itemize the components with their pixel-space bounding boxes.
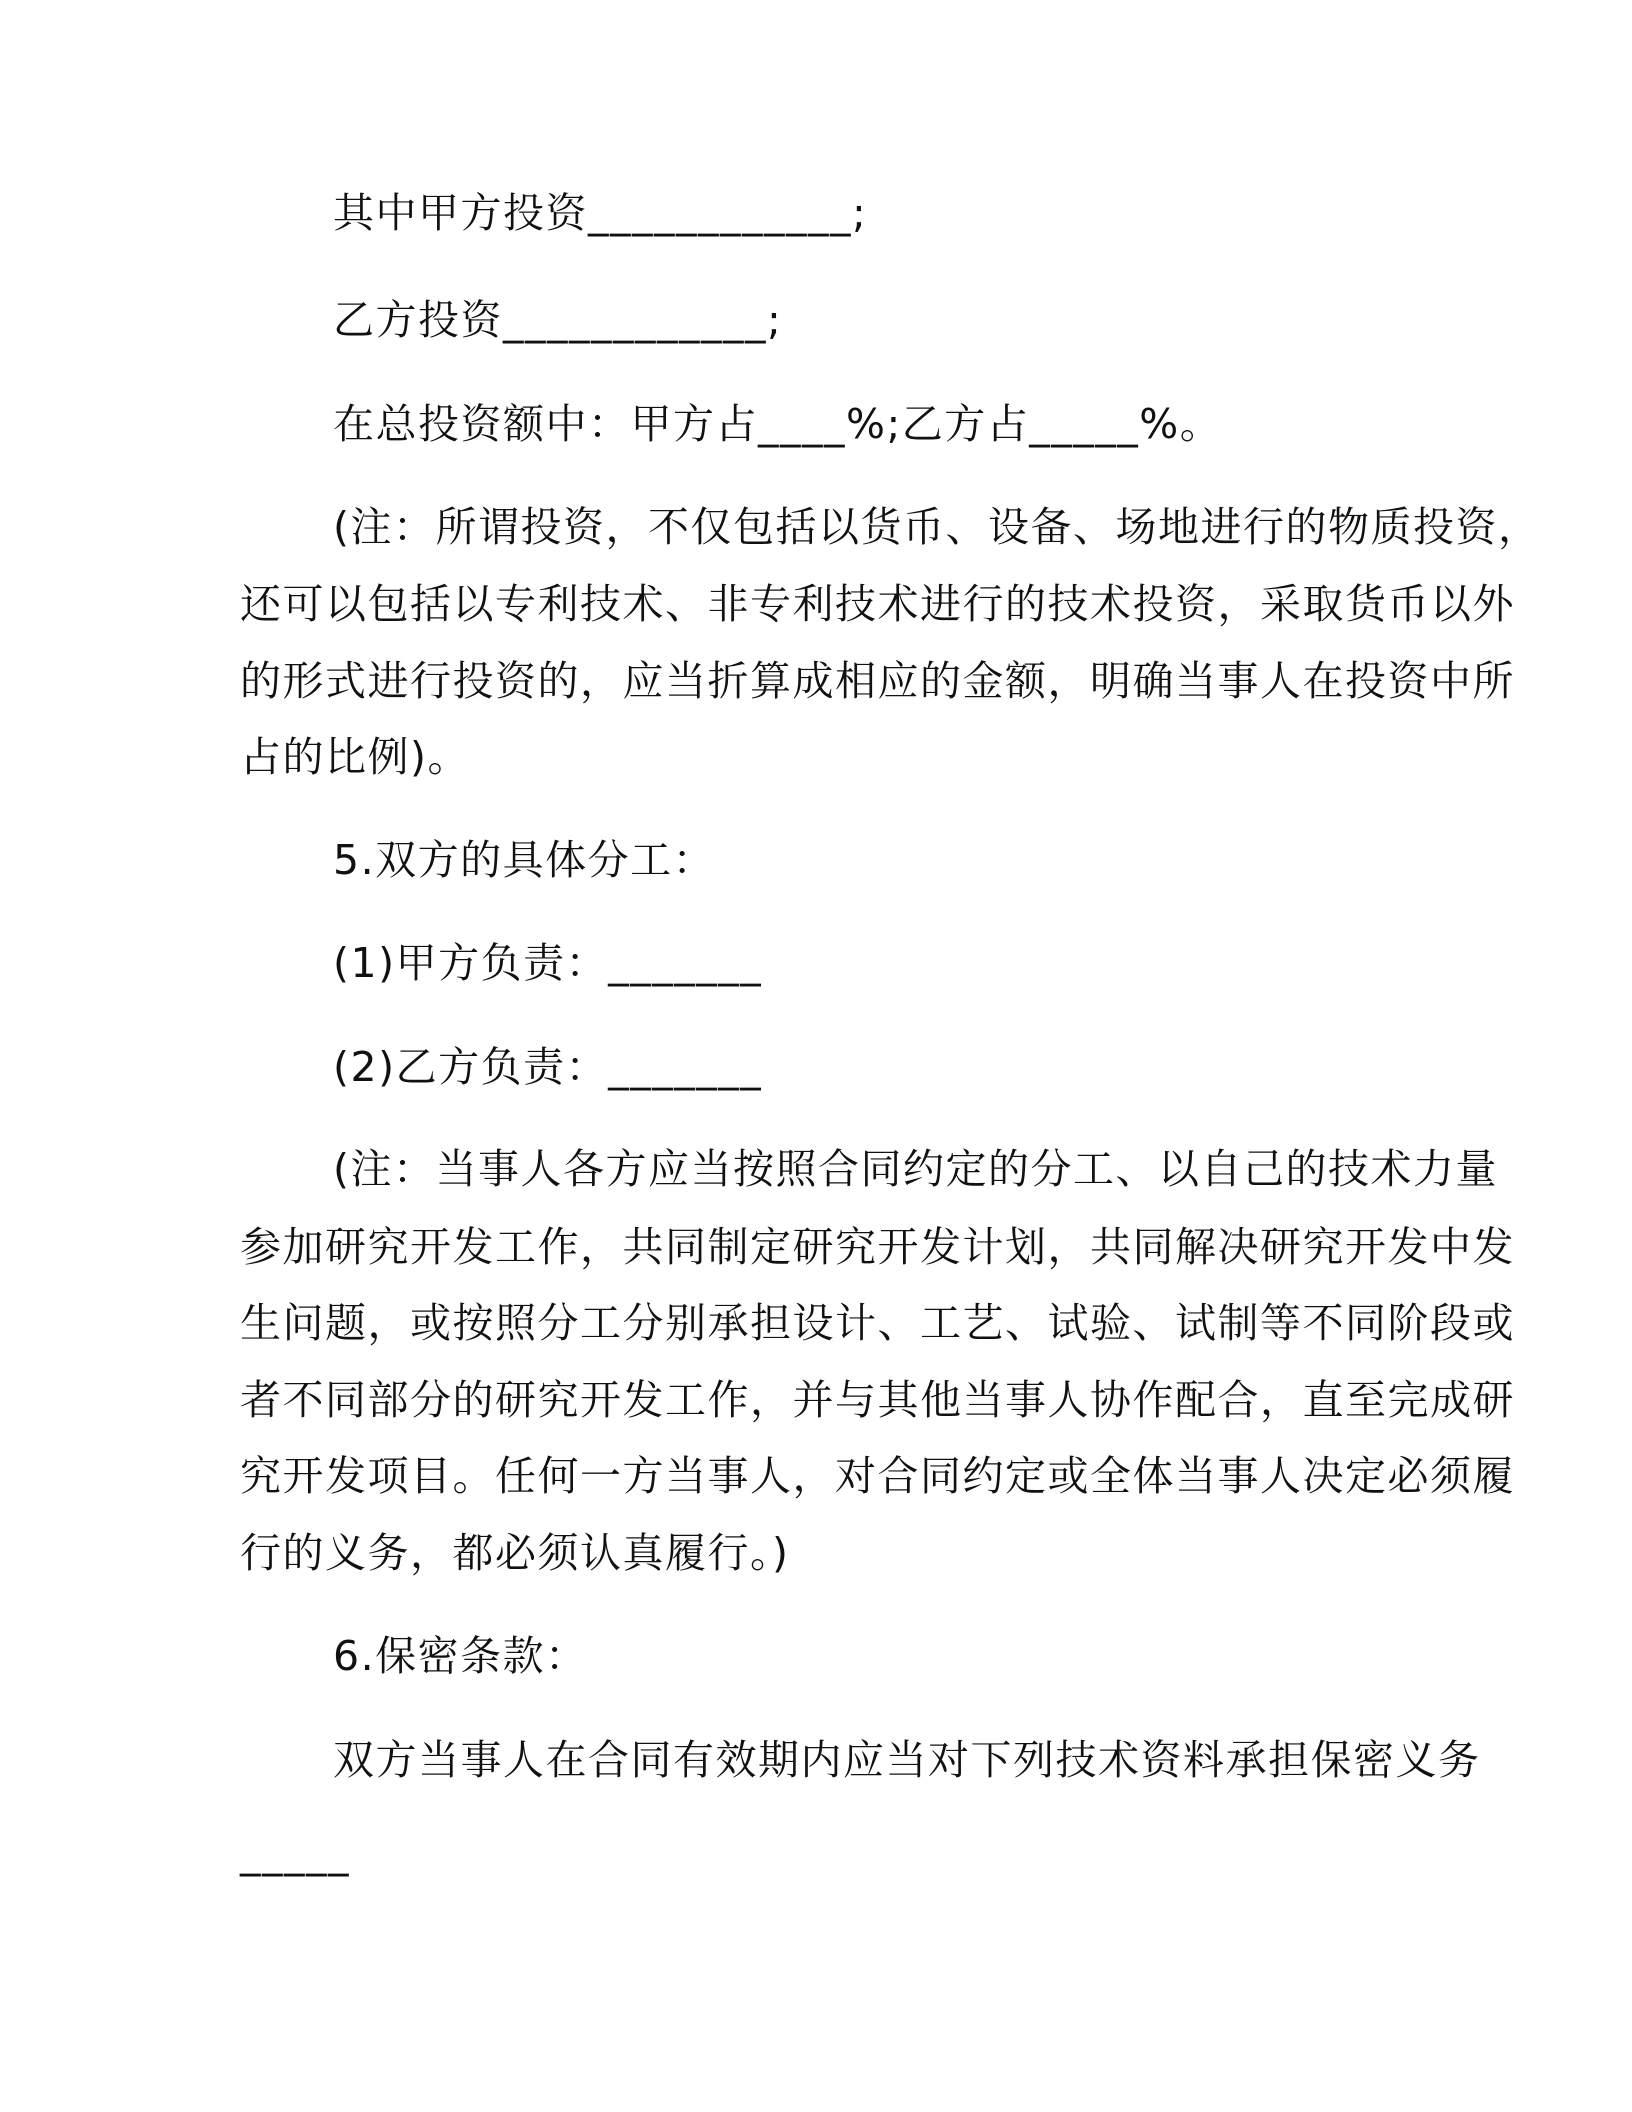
party-b-duty-line: (2)乙方负责：_______ [333,1043,763,1091]
investment-note-line: (注：所谓投资，不仅包括以货币、设备、场地进行的物质投资， [333,503,1541,551]
section-heading-confidentiality: 6.保密条款： [333,1632,588,1680]
division-note-line: 生问题，或按照分工分别承担设计、工艺、试验、试制等不同阶段或 [240,1299,1515,1347]
confidentiality-line: 双方当事人在合同有效期内应当对下列技术资料承担保密义务 [333,1736,1481,1784]
investment-note-line: 的形式进行投资的，应当折算成相应的金额，明确当事人在投资中所 [240,657,1515,705]
party-b-investment-line: 乙方投资____________; [333,296,783,344]
party-a-duty-line: (1)甲方负责：_______ [333,939,763,987]
division-note-line: 究开发项目。任何一方当事人，对合同约定或全体当事人决定必须履 [240,1452,1515,1500]
section-heading-division: 5.双方的具体分工： [333,836,716,884]
investment-note-line: 占的比例)。 [240,733,470,781]
division-note-line: 行的义务，都必须认真履行。) [240,1529,790,1577]
division-note-line: (注：当事人各方应当按照合同约定的分工、以自己的技术力量 [333,1145,1498,1193]
investment-ratio-line: 在总投资额中：甲方占____%;乙方占_____%。 [333,400,1223,448]
party-a-investment-line: 其中甲方投资____________; [333,189,868,237]
confidentiality-blank: _____ [240,1829,350,1877]
division-note-line: 参加研究开发工作，共同制定研究开发计划，共同解决研究开发中发 [240,1223,1515,1271]
division-note-line: 者不同部分的研究开发工作，并与其他当事人协作配合，直至完成研 [240,1376,1515,1424]
investment-note-line: 还可以包括以专利技术、非专利技术进行的技术投资，采取货币以外 [240,580,1515,628]
